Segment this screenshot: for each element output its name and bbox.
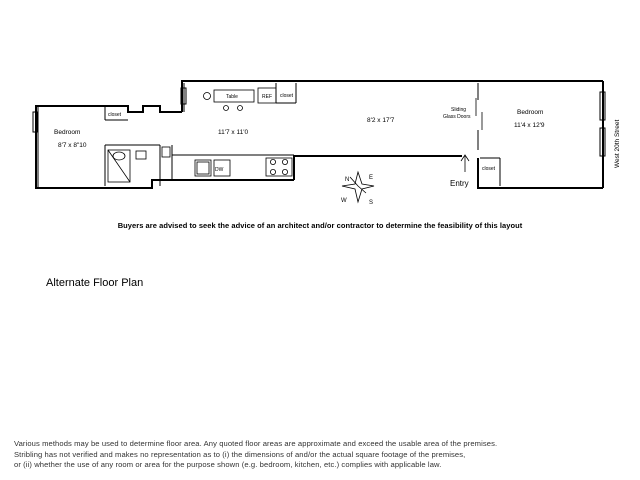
room-dimensions: 11'4 x 12'9 (514, 122, 545, 129)
compass-e: E (369, 175, 374, 181)
room-name: Bedroom (54, 129, 81, 136)
compass-n: N (345, 177, 350, 183)
dw-label: DW (215, 167, 224, 173)
room-name: Bedroom (517, 109, 544, 116)
closet-label: closet (482, 166, 496, 172)
room-labels (54, 109, 545, 149)
sliding-doors-label: Glass Doors (443, 114, 471, 120)
room-dimensions: 11'7 x 11'0 (218, 129, 249, 136)
compass-w: W (341, 198, 347, 204)
disclaimer (14, 439, 624, 471)
disclaimer-line: or (ii) whether the use of any room or area for the purpose shown (e.g. bedroom, kitchen, etc.) complies with applicable law. (14, 460, 442, 470)
table-label: Table (226, 94, 238, 100)
entry-label: Entry (450, 179, 469, 188)
sliding-doors-label: Sliding (451, 107, 467, 113)
closet-label: closet (280, 93, 294, 99)
room-dimensions: 8'7 x 8"10 (58, 142, 87, 149)
street-label: West 20th Street (614, 119, 621, 168)
room-dimensions: 8'2 x 17'7 (367, 117, 395, 124)
compass (341, 172, 374, 206)
compass-s: S (369, 200, 374, 206)
fixture-labels (108, 93, 621, 188)
exterior-walls (36, 81, 603, 188)
closet-label: closet (108, 112, 122, 118)
disclaimer-line: Stribling has not verified and makes no representation as to (i) the dimensions of and/or the actual square footage of the premises, (14, 449, 466, 459)
advice-note: Buyers are advised to seek the advice of an architect and/or contractor to determine the feasibility of this layout (117, 221, 523, 230)
ref-label: REF (262, 94, 272, 100)
alternate-floor-plan-title: Alternate Floor Plan (46, 277, 144, 289)
floor-plan (0, 0, 640, 210)
interior-walls (33, 83, 605, 188)
disclaimer-line: Various methods may be used to determine floor area. Any quoted floor areas are approximate and exceed the usable area of the premises. (14, 439, 498, 448)
